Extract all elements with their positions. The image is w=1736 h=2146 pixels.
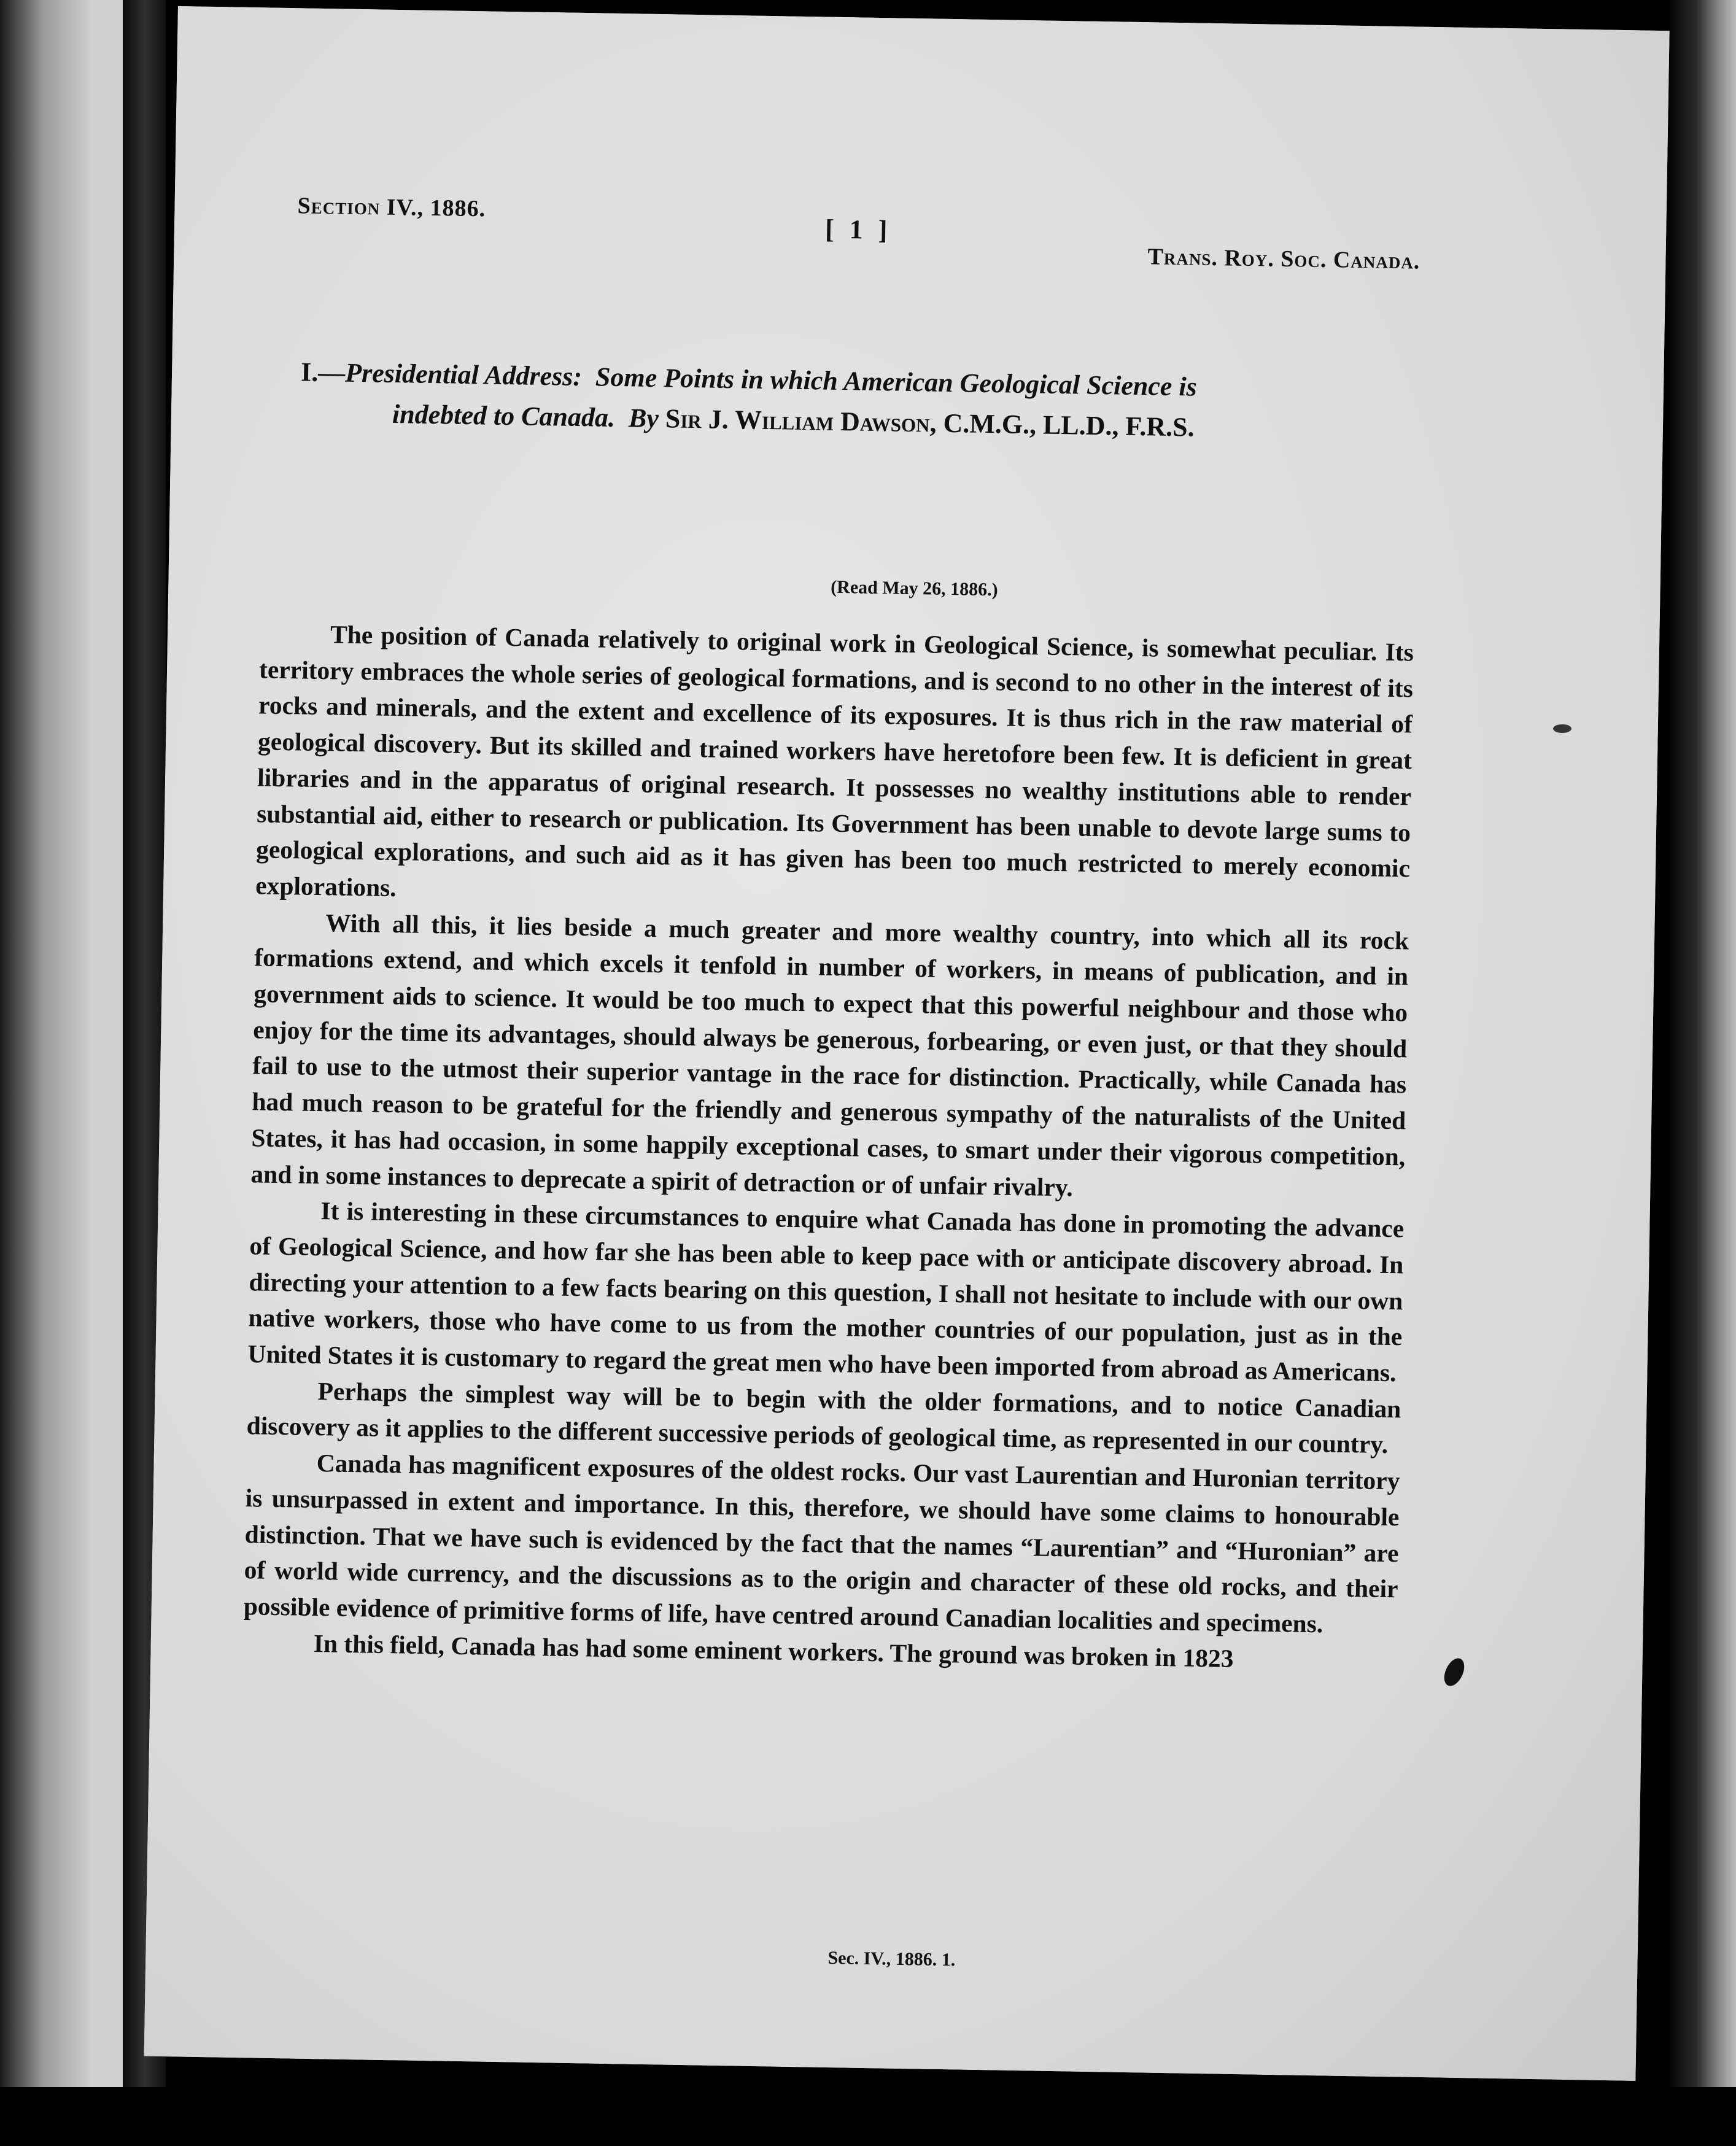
- paragraph: With all this, it lies beside a much greater and more wealthy country, into which all its rock formations extend, and which excels it tenfold in number of workers, in means of publication, and in government aids to science. It would be too much to expect that this powerful neighbour and those who enjoy for the time its advantages, should always be generous, forbearing, or even just, or that they should fail to use to the utmost their superior vantage in the race for distinction. Practically, while Canada has had much reason to be grateful for the friendly and generous sympathy of the naturalists of the United States, it has had occasion, in some happily exceptional cases, to smart under their vigorous competition, and in some instances to deprecate a spirit of detraction or of unfair rivalry.: [250, 908, 1409, 1201]
- scanned-page: [144, 6, 1670, 2081]
- author-name: Sir J. William Dawson, C.M.G., LL.D., F.R.S.: [665, 403, 1195, 443]
- left-page-edge: [0, 0, 123, 2112]
- paragraph: In this field, Canada has had some eminent workers. The ground was broken in 1823: [313, 1629, 1234, 1673]
- page-number: [ 1 ]: [824, 214, 888, 246]
- paragraph: It is interesting in these circumstances to enquire what Canada has done in promoting the advance of Geological Science, and how far she has been able to keep pace with or anticipate discovery abroad. In directing your attention to a few facts bearing on this question, I shall not hesitate to include with our own native workers, those who have come to us from the mother countries of our population, just as in the United States it is customary to regard the great men who have been imported from abroad as Americans.: [247, 1196, 1405, 1387]
- article-title: [293, 352, 1418, 451]
- paragraph: Canada has magnificent exposures of the oldest rocks. Our vast Laurentian and Huronian territory is unsurpassed in extent and importance. In this, therefore, we should have some claims to honourable distinction. That we have such is evidenced by the fact that the names “Laurentian” and “Huronian” are of world wide currency, and the discussions as to the origin and character of these old rocks, and their possible evidence of primitive forms of life, have centred around Canadian localities and specimens.: [243, 1449, 1400, 1638]
- running-head-section: Section IV., 1886.: [297, 193, 486, 222]
- right-page-edge: [1670, 0, 1736, 2146]
- title-subject-line-2: indebted to Canada.: [392, 398, 616, 433]
- body-text: [242, 615, 1414, 1679]
- title-number: I.—: [300, 357, 346, 388]
- paragraph: Perhaps the simplest way will be to begin with the older formations, and to notice Canadian discovery as it applies to the different successive periods of geological time, as represented in our country.: [246, 1376, 1401, 1459]
- signature-mark: Sec. IV., 1886. 1.: [827, 1947, 956, 1970]
- title-subject-line-1: Some Points in which American Geological Science is: [595, 362, 1198, 402]
- title-label: Presidential Address:: [344, 357, 583, 392]
- read-date: (Read May 26, 1886.): [830, 576, 998, 600]
- running-head: [297, 192, 1421, 274]
- ink-speck: [1553, 724, 1571, 733]
- paragraph: The position of Canada relatively to original work in Geological Science, is somewhat peculiar. Its territory embraces the whole series of geological formations, and is second to no other in the interest of its rocks and minerals, and the extent and excellence of its exposures. It is thus rich in the raw material of geological discovery. But its skilled and trained workers have heretofore been few. It is deficient in great libraries and in the apparatus of original research. It possesses no wealthy institutions able to render substantial aid, either to research or publication. Its Government has been unable to devote large sums to geological explorations, and such aid as it has given has been too much restricted to merely economic explorations.: [255, 620, 1414, 902]
- title-by: By: [628, 403, 659, 434]
- bottom-border: [0, 2087, 1736, 2146]
- running-head-journal: Trans. Roy. Soc. Canada.: [1147, 244, 1420, 274]
